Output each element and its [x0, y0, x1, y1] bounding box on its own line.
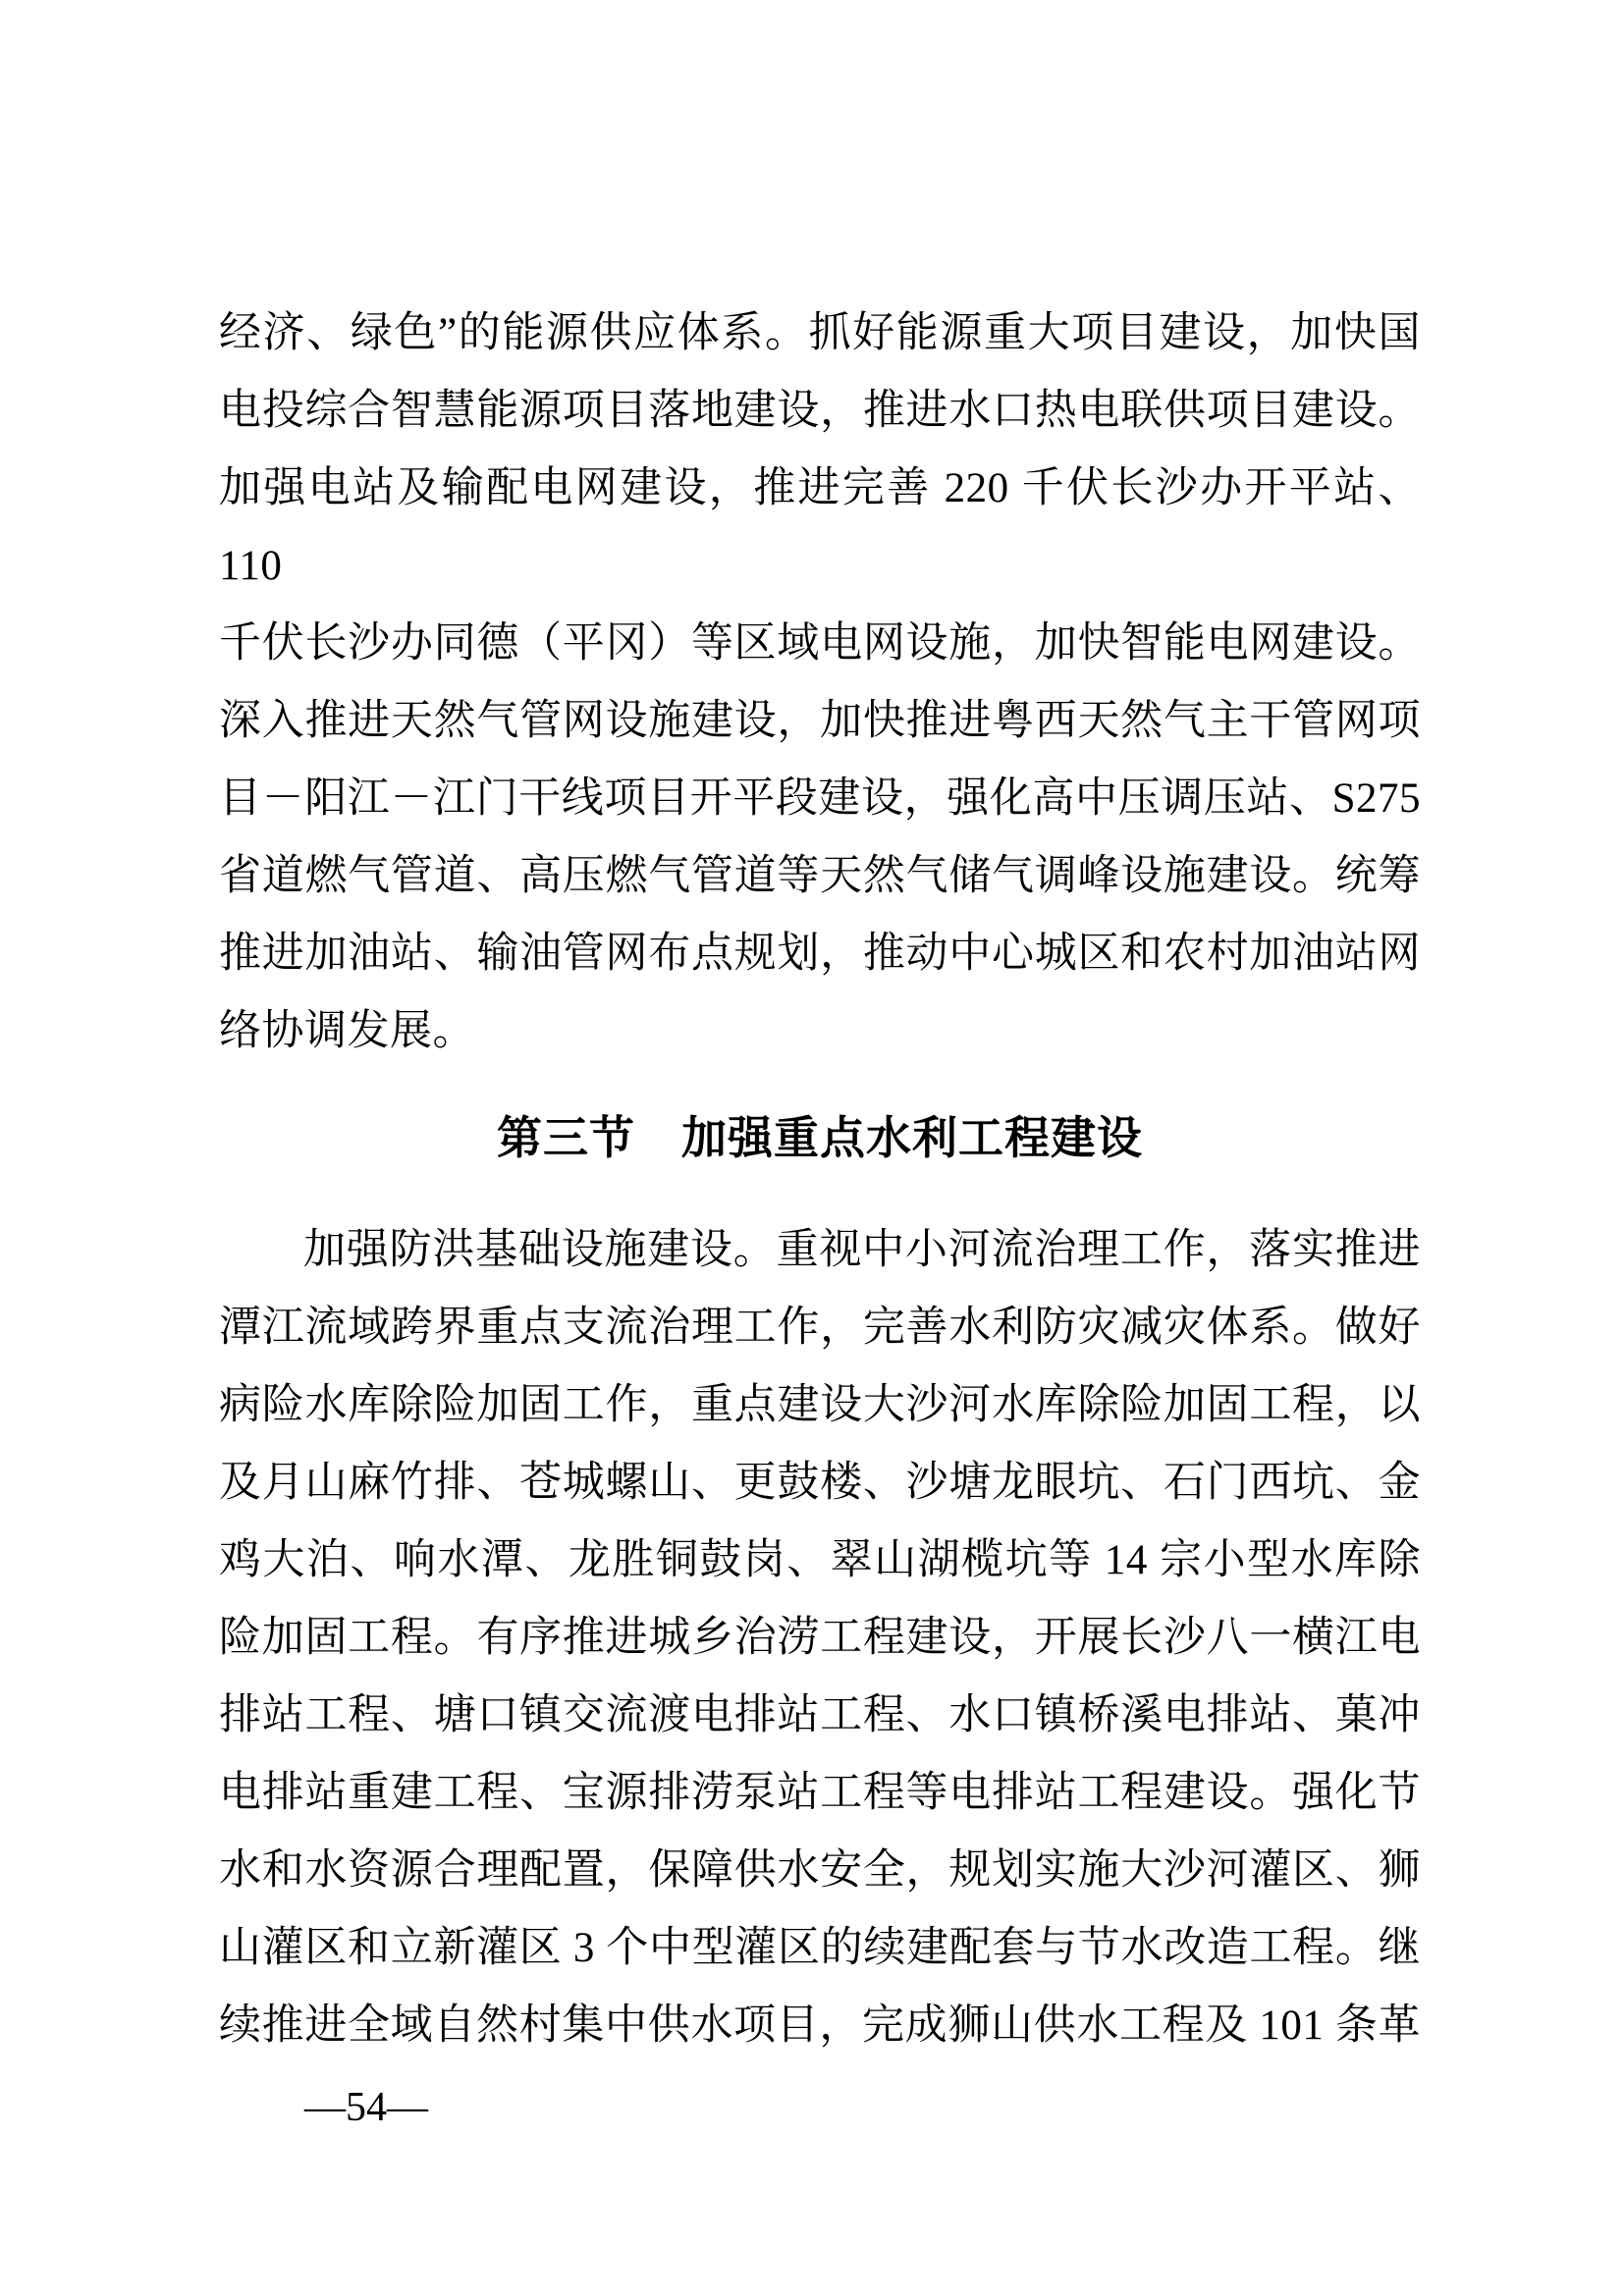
text-line: 续推进全域自然村集中供水项目，完成狮山供水工程及 101 条革	[219, 2002, 1421, 2049]
text-line: 潭江流域跨界重点支流治理工作，完善水利防灾减灾体系。做好	[219, 1305, 1421, 1351]
text-line: 鸡大泊、响水潭、龙胜铜鼓岗、翠山湖榄坑等 14 宗小型水库除	[219, 1537, 1421, 1583]
text-line: 推进加油站、输油管网布点规划，推动中心城区和农村加油站网	[219, 931, 1421, 977]
text-line: 深入推进天然气管网设施建设，加快推进粤西天然气主干管网项	[219, 698, 1421, 744]
text-line: 加强防洪基础设施建设。重视中小河流治理工作，落实推进	[303, 1227, 1421, 1273]
text-line: 险加固工程。有序推进城乡治涝工程建设，开展长沙八一横江电	[219, 1615, 1421, 1661]
text-line: 加强电站及输配电网建设，推进完善 220 千伏长沙办开平站、110	[219, 465, 1421, 589]
text-line: 水和水资源合理配置，保障供水安全，规划实施大沙河灌区、狮	[219, 1847, 1421, 1894]
text-line: 络协调发展。	[219, 1008, 475, 1054]
text-line: 电投综合智慧能源项目落地建设，推进水口热电联供项目建设。	[219, 388, 1421, 434]
paragraph-energy	[219, 294, 1421, 1070]
text-line: 病险水库除险加固工作，重点建设大沙河水库除险加固工程，以	[219, 1382, 1421, 1428]
text-line: 山灌区和立新灌区 3 个中型灌区的续建配套与节水改造工程。继	[219, 1925, 1421, 1971]
page-number: —54—	[304, 2085, 428, 2130]
section-heading: 第三节 加强重点水利工程建设	[497, 1112, 1143, 1163]
text-line: 经济、绿色”的能源供应体系。抓好能源重大项目建设，加快国	[219, 310, 1421, 356]
text-line: 千伏长沙办同德（平冈）等区域电网设施，加快智能电网建设。	[219, 620, 1421, 667]
text-line: 目－阳江－江门干线项目开平段建设，强化高中压调压站、S275	[219, 775, 1421, 822]
text-line: 电排站重建工程、宝源排涝泵站工程等电排站工程建设。强化节	[219, 1770, 1421, 1816]
paragraph-water-works	[219, 1211, 1421, 2064]
text-line: 排站工程、塘口镇交流渡电排站工程、水口镇桥溪电排站、菓冲	[219, 1692, 1421, 1738]
page-body	[219, 294, 1421, 2064]
text-line: 及月山麻竹排、苍城螺山、更鼓楼、沙塘龙眼坑、石门西坑、金	[219, 1460, 1421, 1506]
text-line: 省道燃气管道、高压燃气管道等天然气储气调峰设施建设。统筹	[219, 853, 1421, 899]
